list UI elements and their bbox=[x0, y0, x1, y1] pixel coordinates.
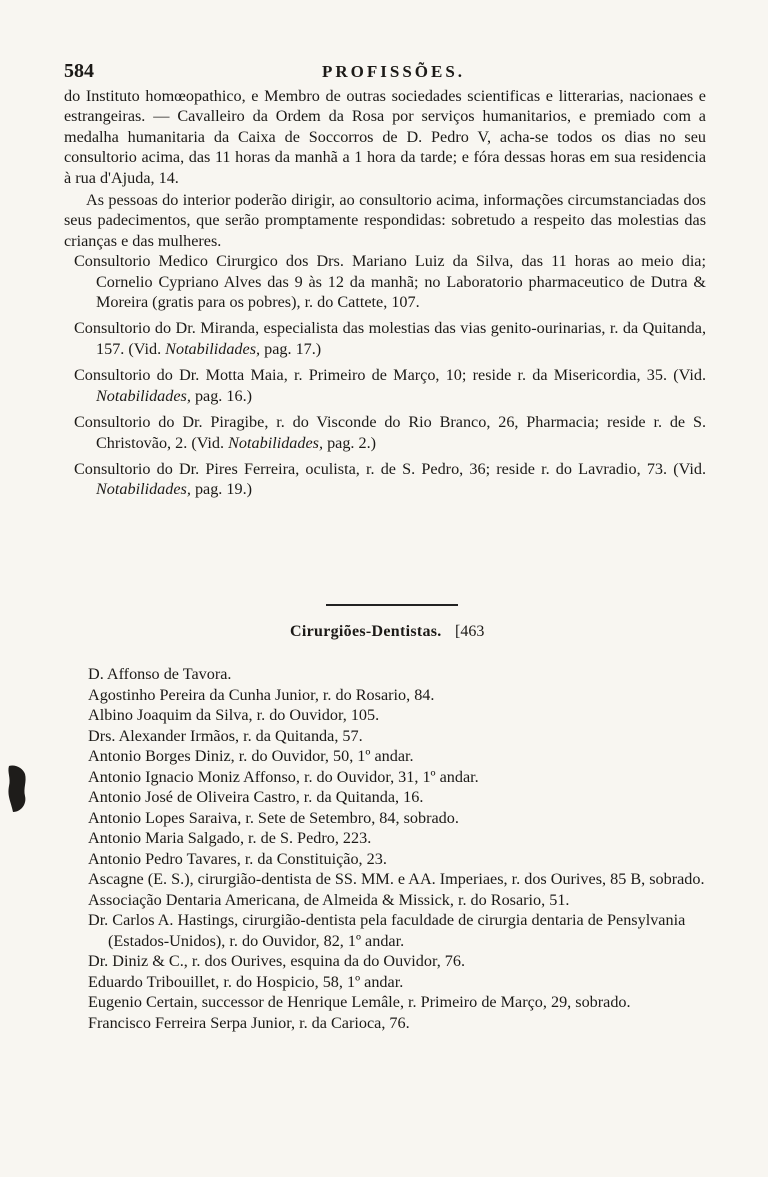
section-number: [463 bbox=[455, 623, 485, 640]
entry-reference: Notabilidades, bbox=[96, 386, 191, 405]
margin-ink-mark bbox=[5, 762, 31, 816]
dentists-list bbox=[88, 664, 712, 1033]
running-title: PROFISSÕES. bbox=[322, 62, 466, 81]
list-item: Eugenio Certain, successor de Henrique Lemâle, r. Primeiro de Março, 29, sobrado. bbox=[88, 993, 631, 1011]
intro-paragraph: As pessoas do interior poderão dirigir, ao consultorio acima, informações circumstanciadas dos seus padecimentos, que serão promptamente respondidas: sobretudo a respeito das molestias das crianças e das mulheres. bbox=[64, 191, 706, 250]
entry-text: Consultorio do Dr. Motta Maia, r. Primeiro de Março, 10; reside r. da Misericordia, 35. (Vid. bbox=[74, 366, 706, 385]
list-item: Francisco Ferreira Serpa Junior, r. da Carioca, 76. bbox=[88, 1013, 410, 1032]
intro-paragraph: do Instituto homœopathico, e Membro de outras sociedades scientificas e litterarias, nacionaes e estrangeiras. — Cavalleiro da Ordem da Rosa por serviços humanitarios, e premiado com a medalha humanitaria da Caixa de Soccorros de D. Pedro V, acha-se todos os dias no seu consultorio acima, das 11 horas da manhã a 1 hora da tarde; e fóra dessas horas em sua residencia à rua d'Ajuda, 14. bbox=[64, 87, 706, 187]
entry-reference: Notabilidades, bbox=[96, 480, 191, 499]
list-item: Antonio Borges Diniz, r. do Ouvidor, 50, 1º andar. bbox=[88, 747, 414, 765]
consultorio-entry bbox=[74, 251, 706, 312]
entry-page: pag. 2.) bbox=[327, 433, 377, 452]
page-header bbox=[64, 60, 704, 86]
list-item: Antonio José de Oliveira Castro, r. da Quitanda, 16. bbox=[88, 788, 424, 806]
entry-reference: Notabilidades, bbox=[165, 339, 261, 358]
list-item: Dr. Carlos A. Hastings, cirurgião-dentista pela faculdade de cirurgia dentaria de Pensylvania (Estados-Unidos), r. do Ouvidor, 82, 1º andar. bbox=[88, 911, 686, 950]
list-item: Dr. Diniz & C., r. dos Ourives, esquina da do Ouvidor, 76. bbox=[88, 952, 466, 970]
consultorio-entry bbox=[74, 318, 706, 359]
section-divider bbox=[326, 604, 458, 606]
consultorio-entry bbox=[74, 459, 706, 500]
list-item: Drs. Alexander Irmãos, r. da Quitanda, 57. bbox=[88, 726, 363, 745]
list-item: Agostinho Pereira da Cunha Junior, r. do Rosario, 84. bbox=[88, 685, 435, 704]
consultorio-entry bbox=[74, 412, 706, 453]
entry-text: Consultorio do Dr. Miranda, especialista das molestias das vias genito-ourinarias, r. da Quitanda, 157. (Vid. bbox=[74, 319, 706, 358]
entry-page: pag. 19.) bbox=[194, 480, 253, 499]
entry-text: Consultorio Medico Cirurgico dos Drs. Mariano Luiz da Silva, das 11 horas ao meio dia; Cornelio Cypriano Alves das 9 às 12 da manhã; no Laboratorio pharmaceutico de Dutra & Moreira (gratis para os pobres), r. do Cattete, 107. bbox=[74, 252, 706, 312]
list-item: Ascagne (E. S.), cirurgião-dentista de SS. MM. e AA. Imperiaes, r. dos Ourives, 85 B, sobrado. bbox=[88, 870, 705, 888]
list-item: Antonio Maria Salgado, r. de S. Pedro, 223. bbox=[88, 829, 372, 847]
list-item: Antonio Lopes Saraiva, r. Sete de Setembro, 84, sobrado. bbox=[88, 808, 459, 827]
consultorio-entry bbox=[74, 365, 706, 406]
entry-text: Consultorio do Dr. Piragibe, r. do Visconde do Rio Branco, 26, Pharmacia; reside r. de S. Christovão, 2. (Vid. bbox=[74, 413, 706, 452]
entry-text: Consultorio do Dr. Pires Ferreira, oculista, r. de S. Pedro, 36; reside r. do Lavradio, 73. (Vid. bbox=[74, 459, 706, 478]
page-number: 584 bbox=[64, 60, 94, 82]
consultorios-section bbox=[64, 86, 706, 506]
entry-reference: Notabilidades, bbox=[228, 433, 324, 452]
list-item: Antonio Ignacio Moniz Affonso, r. do Ouvidor, 31, 1º andar. bbox=[88, 767, 479, 786]
list-item: Eduardo Tribouillet, r. do Hospicio, 58, 1º andar. bbox=[88, 972, 404, 991]
list-item: Antonio Pedro Tavares, r. da Constituição, 23. bbox=[88, 849, 387, 868]
list-item: Albino Joaquim da Silva, r. do Ouvidor, 105. bbox=[88, 706, 380, 724]
entry-page: pag. 16.) bbox=[194, 386, 253, 405]
section-title: Cirurgiões-Dentistas. bbox=[290, 623, 442, 640]
entry-page: pag. 17.) bbox=[264, 339, 322, 358]
list-item: Associação Dentaria Americana, de Almeida & Missick, r. do Rosario, 51. bbox=[88, 890, 570, 909]
list-item: D. Affonso de Tavora. bbox=[88, 665, 232, 683]
